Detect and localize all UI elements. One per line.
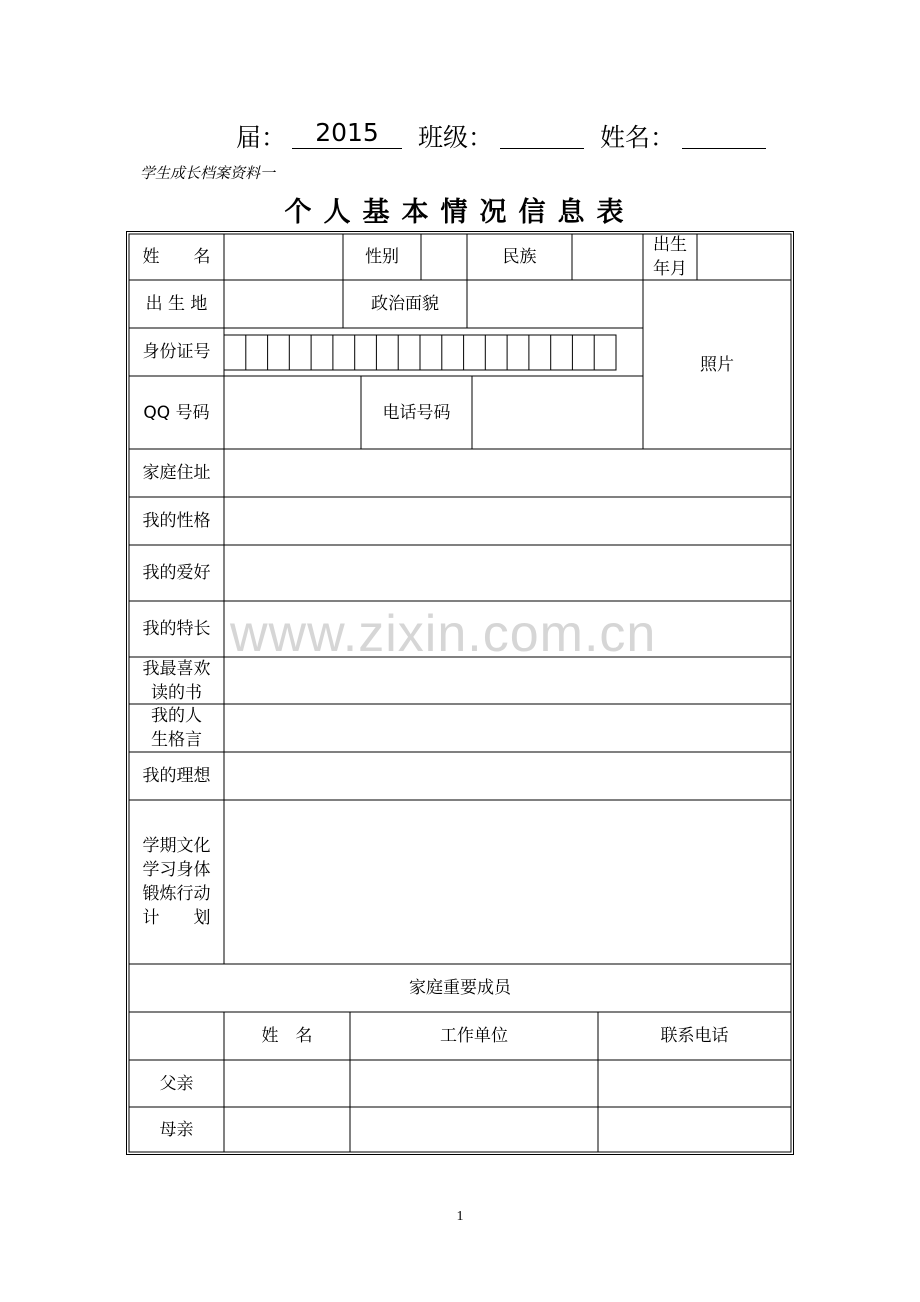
- fav-book-line2: 读的书: [151, 682, 202, 703]
- personality-label: 我的性格: [142, 511, 211, 531]
- birth-date-label: [643, 234, 697, 280]
- birth-label-line1: 出生: [653, 235, 687, 255]
- hobbies-label: 我的爱好: [142, 563, 211, 583]
- ideal-label: 我的理想: [142, 766, 211, 786]
- plan-line1: 学期文化: [142, 836, 211, 856]
- name-label: 姓名：: [600, 123, 676, 152]
- name-label: 姓 名: [142, 247, 211, 267]
- fav-book-line1: 我最喜欢: [142, 658, 211, 679]
- subtitle: 学生成长档案资料一: [140, 164, 276, 182]
- gender-label: 性别: [365, 247, 399, 267]
- family-section-title: 家庭重要成员: [409, 978, 511, 998]
- phone-label: 电话号码: [382, 402, 451, 423]
- class-label: 班级：: [418, 123, 494, 152]
- political-status-label: 政治面貌: [371, 294, 439, 314]
- motto-line2: 生格言: [151, 730, 202, 750]
- birthplace-label: 出 生 地: [145, 294, 208, 314]
- specialty-label: 我的特长: [142, 619, 211, 639]
- name-value[interactable]: [682, 118, 766, 149]
- plan-line2: 学习身体: [142, 860, 211, 880]
- address-label: 家庭住址: [142, 463, 211, 483]
- plan-line4: 计 划: [142, 908, 211, 928]
- info-table: [126, 231, 794, 1155]
- motto-line1: 我的人: [151, 706, 202, 726]
- ethnicity-label: 民族: [502, 247, 537, 267]
- favorite-book-label: [129, 657, 224, 704]
- family-col-phone: 联系电话: [660, 1026, 729, 1046]
- life-motto-label: [129, 704, 224, 752]
- birth-label-line2: 年月: [653, 259, 687, 279]
- session-label: 届：: [236, 123, 287, 152]
- id-number-label: 身份证号: [142, 342, 211, 362]
- page-number: 1: [456, 1209, 464, 1224]
- study-plan-label: [129, 800, 224, 964]
- class-value[interactable]: [500, 118, 584, 149]
- plan-line3: 锻炼行动: [142, 884, 211, 904]
- father-label: 父亲: [159, 1073, 194, 1094]
- page-title: 个人基本情况信息表: [284, 197, 636, 228]
- family-col-name: 姓 名: [261, 1026, 313, 1046]
- qq-label: QQ 号码: [143, 402, 210, 423]
- session-value[interactable]: 2015: [292, 118, 402, 149]
- mother-label: 母亲: [159, 1119, 194, 1140]
- family-col-work: 工作单位: [440, 1026, 508, 1046]
- photo-label: 照片: [700, 354, 734, 375]
- watermark: www.zixin.com.cn: [230, 605, 657, 663]
